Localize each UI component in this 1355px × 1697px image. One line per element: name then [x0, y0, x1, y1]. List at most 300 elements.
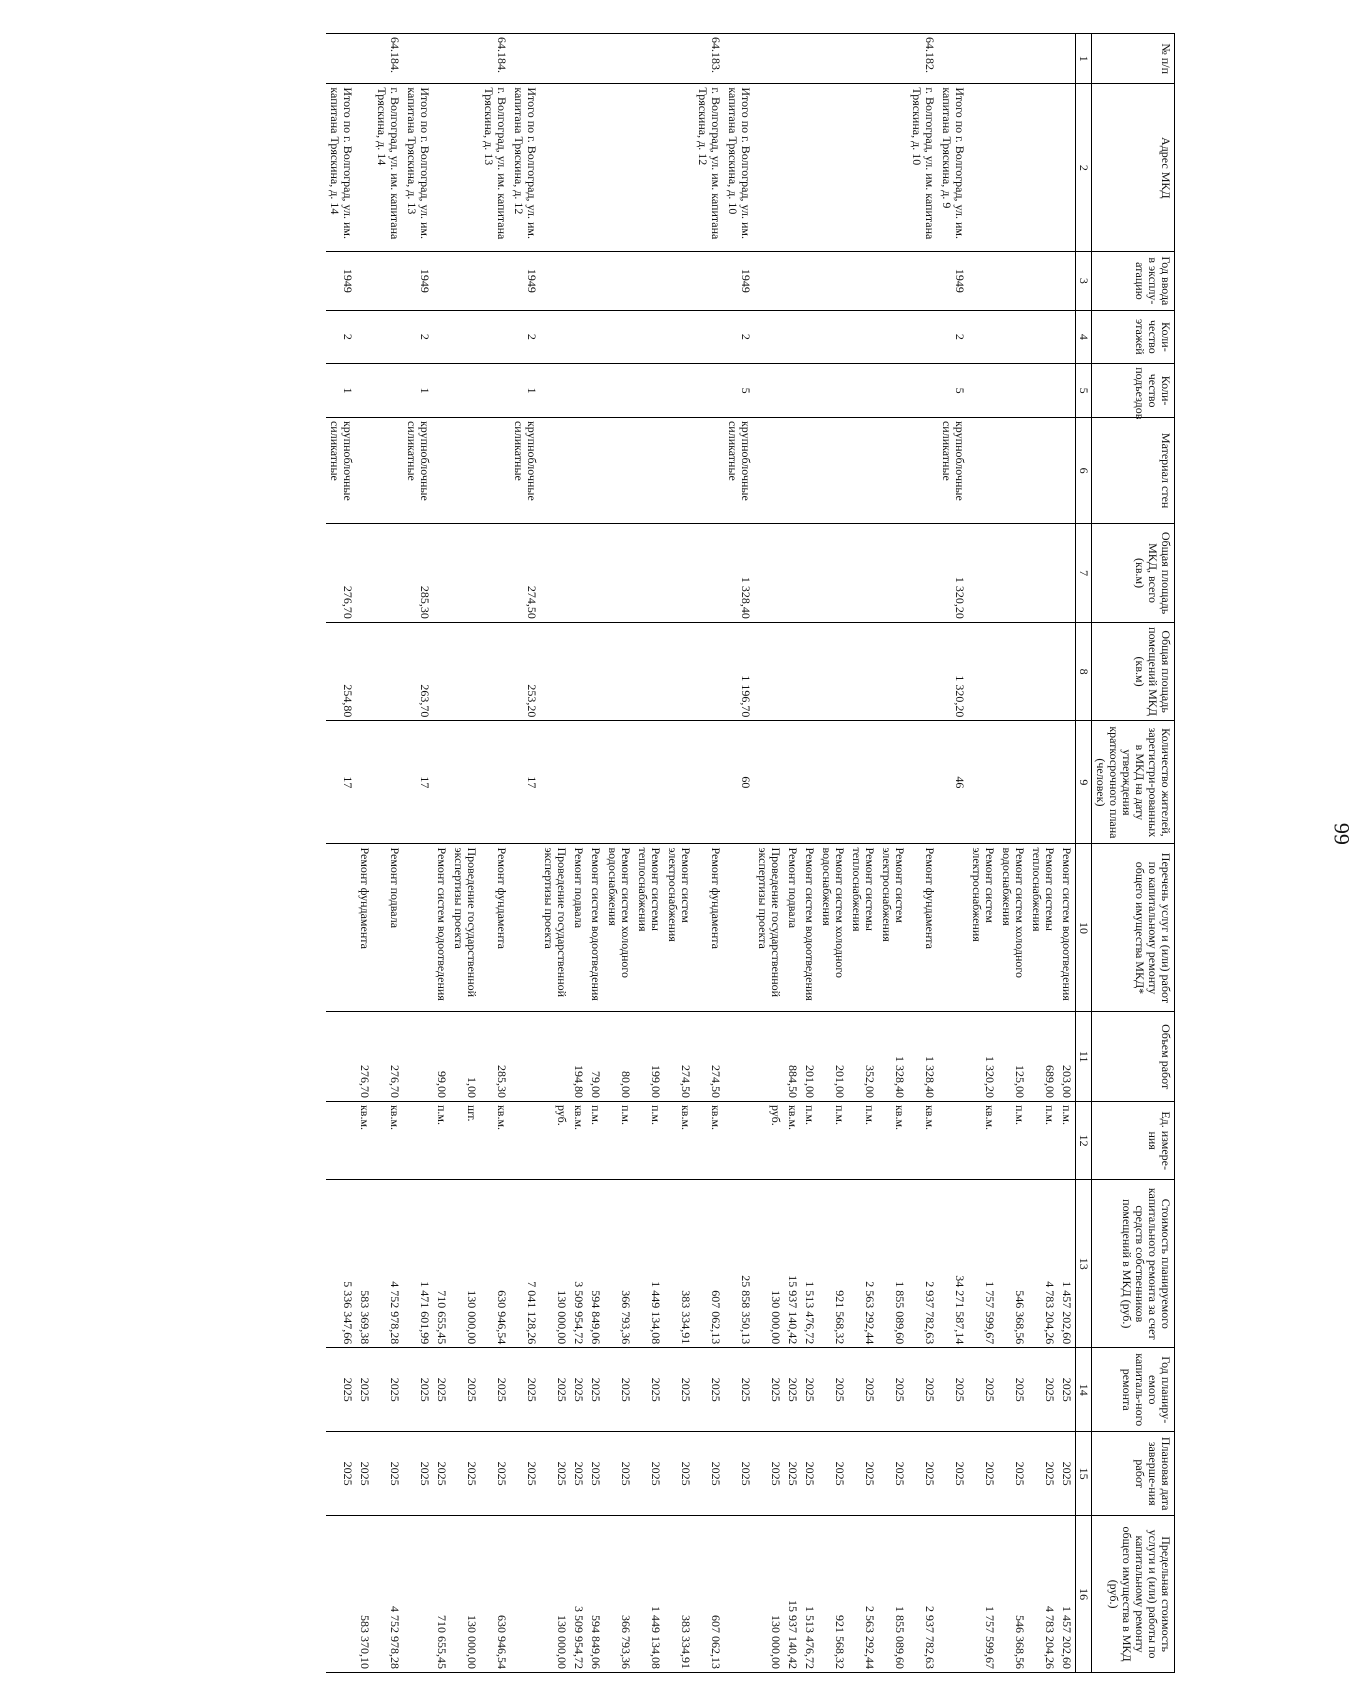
cell-col-9 — [1058, 721, 1076, 844]
table-row — [1028, 34, 1058, 1673]
cell-col-1 — [1028, 34, 1058, 84]
column-header-8: Общая площадь помещений МКД (кв.м) — [1092, 622, 1175, 721]
cell-col-1 — [1058, 34, 1076, 84]
cell-col-11 — [938, 1012, 968, 1102]
cell-col-10: Проведение государственной экспертизы проекта — [540, 844, 570, 1012]
cell-col-11: 1 328,40 — [908, 1012, 938, 1102]
cell-col-4: 2 — [724, 310, 754, 364]
cell-col-5 — [968, 364, 998, 418]
cell-col-15: 2025 — [1028, 1432, 1058, 1516]
table-row — [801, 34, 818, 1673]
cell-col-15: 2025 — [938, 1432, 968, 1516]
cell-col-6 — [450, 417, 480, 523]
cell-col-5 — [1028, 364, 1058, 418]
cell-col-5 — [587, 364, 604, 418]
column-header-12: Ед. измере-ния — [1092, 1101, 1175, 1179]
cell-col-9 — [784, 721, 801, 844]
cell-col-12: кв.м. — [373, 1101, 403, 1179]
table-row — [450, 34, 480, 1673]
cell-col-6 — [1028, 417, 1058, 523]
cell-col-14: 2025 — [433, 1348, 450, 1432]
cell-col-6 — [664, 417, 694, 523]
column-header-4: Коли-чество этажей — [1092, 310, 1175, 364]
cell-col-4 — [784, 310, 801, 364]
column-number-15: 15 — [1076, 1432, 1092, 1516]
cell-col-11: 274,50 — [664, 1012, 694, 1102]
cell-col-6 — [480, 417, 510, 523]
table-row — [570, 34, 587, 1673]
cell-col-7 — [450, 524, 480, 623]
cell-col-1 — [664, 34, 694, 84]
cell-col-7 — [878, 524, 908, 623]
cell-col-15: 2025 — [604, 1432, 634, 1516]
cell-col-15: 2025 — [968, 1432, 998, 1516]
cell-col-1 — [848, 34, 878, 84]
cell-col-1: 64.183. — [694, 34, 724, 84]
cell-col-11: 79,00 — [587, 1012, 604, 1102]
cell-col-5 — [754, 364, 784, 418]
cell-col-12 — [403, 1101, 433, 1179]
cell-col-3 — [754, 252, 784, 310]
cell-col-14: 2025 — [664, 1348, 694, 1432]
cell-col-13: 383 334,91 — [664, 1180, 694, 1348]
cell-col-15: 2025 — [801, 1432, 818, 1516]
cell-col-14: 2025 — [373, 1348, 403, 1432]
rotated-page — [205, 33, 1354, 1673]
cell-col-2: г. Волгоград, ул. им. капитана Тряскина, д. 14 — [373, 84, 403, 252]
cell-col-12 — [510, 1101, 540, 1179]
cell-col-2 — [433, 84, 450, 252]
table-row — [587, 34, 604, 1673]
cell-col-14: 2025 — [908, 1348, 938, 1432]
cell-col-3 — [480, 252, 510, 310]
cell-col-15: 2025 — [450, 1432, 480, 1516]
cell-col-1 — [998, 34, 1028, 84]
cell-col-5: 1 — [326, 364, 356, 418]
cell-col-13: 630 946,54 — [480, 1180, 510, 1348]
cell-col-4: 2 — [326, 310, 356, 364]
cell-col-14: 2025 — [938, 1348, 968, 1432]
cell-col-12: п.м. — [818, 1101, 848, 1179]
cell-col-16: 1 457 202,60 — [1058, 1516, 1076, 1673]
cell-col-9 — [848, 721, 878, 844]
cell-col-4: 2 — [510, 310, 540, 364]
cell-col-5 — [818, 364, 848, 418]
cell-col-9 — [664, 721, 694, 844]
cell-col-8 — [818, 622, 848, 721]
table-row — [754, 34, 784, 1673]
cell-col-15: 2025 — [587, 1432, 604, 1516]
cell-col-9 — [540, 721, 570, 844]
cell-col-3 — [968, 252, 998, 310]
column-number-11: 11 — [1076, 1012, 1092, 1102]
cell-col-10: Ремонт систем водоотведения — [1058, 844, 1076, 1012]
cell-col-3: 1949 — [403, 252, 433, 310]
cell-col-11 — [754, 1012, 784, 1102]
cell-col-9 — [878, 721, 908, 844]
cell-col-7 — [754, 524, 784, 623]
cell-col-4 — [878, 310, 908, 364]
cell-col-15: 2025 — [664, 1432, 694, 1516]
cell-col-16 — [938, 1516, 968, 1673]
cell-col-5 — [634, 364, 664, 418]
total-row — [510, 34, 540, 1673]
cell-col-5: 5 — [938, 364, 968, 418]
cell-col-12: п.м. — [801, 1101, 818, 1179]
cell-col-9 — [604, 721, 634, 844]
cell-col-7: 1 320,20 — [938, 524, 968, 623]
cell-col-5: 5 — [724, 364, 754, 418]
cell-col-2 — [998, 84, 1028, 252]
cell-col-11: 201,00 — [818, 1012, 848, 1102]
cell-col-7 — [433, 524, 450, 623]
cell-col-14: 2025 — [694, 1348, 724, 1432]
cell-col-13: 921 568,32 — [818, 1180, 848, 1348]
cell-col-8 — [450, 622, 480, 721]
cell-col-16: 4 783 204,26 — [1028, 1516, 1058, 1673]
cell-col-10: Ремонт систем водоотведения — [587, 844, 604, 1012]
cell-col-7 — [480, 524, 510, 623]
table-row — [1058, 34, 1076, 1673]
cell-col-8 — [908, 622, 938, 721]
cell-col-9 — [1028, 721, 1058, 844]
cell-col-7 — [968, 524, 998, 623]
cell-col-7 — [908, 524, 938, 623]
column-number-5: 5 — [1076, 364, 1092, 418]
cell-col-4 — [818, 310, 848, 364]
cell-col-10: Ремонт фундамента — [480, 844, 510, 1012]
cell-col-1 — [356, 34, 373, 84]
cell-col-11: 276,70 — [373, 1012, 403, 1102]
cell-col-12: руб. — [540, 1101, 570, 1179]
cell-col-1 — [403, 34, 433, 84]
cell-col-3 — [784, 252, 801, 310]
cell-col-1 — [968, 34, 998, 84]
cell-col-4 — [754, 310, 784, 364]
cell-col-14: 2025 — [801, 1348, 818, 1432]
cell-col-10: Ремонт систем водоотведения — [801, 844, 818, 1012]
cell-col-15: 2025 — [480, 1432, 510, 1516]
cell-col-9 — [433, 721, 450, 844]
column-number-4: 4 — [1076, 310, 1092, 364]
cell-col-9: 17 — [403, 721, 433, 844]
cell-col-16: 630 946,54 — [480, 1516, 510, 1673]
cell-col-11: 884,50 — [784, 1012, 801, 1102]
cell-col-16: 1 449 134,08 — [634, 1516, 664, 1673]
table-row — [373, 34, 403, 1673]
cell-col-10: Ремонт фундамента — [356, 844, 373, 1012]
cell-col-12: кв.м. — [784, 1101, 801, 1179]
cell-col-12 — [938, 1101, 968, 1179]
cell-col-3: 1949 — [326, 252, 356, 310]
cell-col-9: 17 — [326, 721, 356, 844]
cell-col-13: 2 937 782,63 — [908, 1180, 938, 1348]
cell-col-15: 2025 — [403, 1432, 433, 1516]
cell-col-13: 4 783 204,26 — [1028, 1180, 1058, 1348]
cell-col-12: кв.м. — [480, 1101, 510, 1179]
cell-col-14: 2025 — [570, 1348, 587, 1432]
cell-col-16 — [326, 1516, 356, 1673]
cell-col-4 — [1028, 310, 1058, 364]
cell-col-14: 2025 — [326, 1348, 356, 1432]
cell-col-4 — [540, 310, 570, 364]
cell-col-16: 3 509 954,72 — [570, 1516, 587, 1673]
column-number-6: 6 — [1076, 417, 1092, 523]
cell-col-2 — [968, 84, 998, 252]
cell-col-13: 1 471 601,99 — [403, 1180, 433, 1348]
cell-col-15: 2025 — [998, 1432, 1028, 1516]
cell-col-2 — [634, 84, 664, 252]
cell-col-12: руб. — [754, 1101, 784, 1179]
cell-col-5 — [694, 364, 724, 418]
cell-col-15: 2025 — [724, 1432, 754, 1516]
cell-col-3 — [433, 252, 450, 310]
cell-col-16: 2 937 782,63 — [908, 1516, 938, 1673]
cell-col-10: Ремонт систем водоотведения — [433, 844, 450, 1012]
cell-col-9 — [373, 721, 403, 844]
cell-col-13: 25 858 350,13 — [724, 1180, 754, 1348]
cell-col-9: 60 — [724, 721, 754, 844]
cell-col-2: г. Волгоград, ул. им. капитана Тряскина, д. 13 — [480, 84, 510, 252]
cell-col-16: 546 368,56 — [998, 1516, 1028, 1673]
cell-col-13: 1 457 202,60 — [1058, 1180, 1076, 1348]
cell-col-16: 130 000,00 — [450, 1516, 480, 1673]
cell-col-3 — [878, 252, 908, 310]
cell-col-8 — [570, 622, 587, 721]
table-row — [968, 34, 998, 1673]
cell-col-9 — [480, 721, 510, 844]
cell-col-6: крупноблочные силикатные — [724, 417, 754, 523]
cell-col-4 — [480, 310, 510, 364]
cell-col-6 — [754, 417, 784, 523]
cell-col-13: 546 368,56 — [998, 1180, 1028, 1348]
cell-col-1 — [801, 34, 818, 84]
cell-col-15: 2025 — [326, 1432, 356, 1516]
cell-col-7 — [604, 524, 634, 623]
cell-col-2: г. Волгоград, ул. им. капитана Тряскина, д. 12 — [694, 84, 724, 252]
cell-col-11 — [510, 1012, 540, 1102]
cell-col-2 — [540, 84, 570, 252]
cell-col-2 — [587, 84, 604, 252]
cell-col-15: 2025 — [784, 1432, 801, 1516]
cell-col-2 — [450, 84, 480, 252]
cell-col-3 — [998, 252, 1028, 310]
cell-col-2: Итого по г. Волгоград, ул. им. капитана Тряскина, д. 13 — [403, 84, 433, 252]
cell-col-7: 276,70 — [326, 524, 356, 623]
cell-col-10: Ремонт систем электроснабжения — [664, 844, 694, 1012]
cell-col-8 — [373, 622, 403, 721]
cell-col-3 — [694, 252, 724, 310]
cell-col-7 — [801, 524, 818, 623]
cell-col-7 — [1058, 524, 1076, 623]
cell-col-7 — [634, 524, 664, 623]
cell-col-14: 2025 — [604, 1348, 634, 1432]
cell-col-10: Ремонт системы теплоснабжения — [1028, 844, 1058, 1012]
cell-col-1 — [938, 34, 968, 84]
cell-col-2 — [570, 84, 587, 252]
cell-col-4 — [848, 310, 878, 364]
column-number-row — [1076, 34, 1092, 1673]
cell-col-2: Итого по г. Волгоград, ул. им. капитана Тряскина, д. 10 — [724, 84, 754, 252]
cell-col-15: 2025 — [908, 1432, 938, 1516]
column-number-3: 3 — [1076, 252, 1092, 310]
column-number-13: 13 — [1076, 1180, 1092, 1348]
cell-col-2: Итого по г. Волгоград, ул. им. капитана Тряскина, д. 12 — [510, 84, 540, 252]
cell-col-14: 2025 — [587, 1348, 604, 1432]
table-row — [694, 34, 724, 1673]
cell-col-1 — [604, 34, 634, 84]
cell-col-5 — [908, 364, 938, 418]
cell-col-9 — [356, 721, 373, 844]
cell-col-8 — [998, 622, 1028, 721]
header-row — [1092, 34, 1175, 1673]
cell-col-5 — [540, 364, 570, 418]
cell-col-2 — [818, 84, 848, 252]
column-number-2: 2 — [1076, 84, 1092, 252]
cell-col-6 — [373, 417, 403, 523]
cell-col-14: 2025 — [724, 1348, 754, 1432]
cell-col-11 — [326, 1012, 356, 1102]
cell-col-13: 15 937 140,42 — [784, 1180, 801, 1348]
cell-col-3: 1949 — [724, 252, 754, 310]
cell-col-10: Ремонт систем холодного водоснабжения — [818, 844, 848, 1012]
cell-col-5 — [480, 364, 510, 418]
cell-col-4: 2 — [938, 310, 968, 364]
cell-col-3 — [570, 252, 587, 310]
cell-col-12 — [326, 1101, 356, 1179]
column-number-1: 1 — [1076, 34, 1092, 84]
cell-col-13: 130 000,00 — [450, 1180, 480, 1348]
cell-col-2 — [1028, 84, 1058, 252]
column-header-14: Год планиру-емого капиталь-ного ремонта — [1092, 1348, 1175, 1432]
cell-col-3 — [356, 252, 373, 310]
cell-col-13: 1 757 599,67 — [968, 1180, 998, 1348]
cell-col-2 — [664, 84, 694, 252]
cell-col-8 — [664, 622, 694, 721]
cell-col-9: 17 — [510, 721, 540, 844]
cell-col-10: Ремонт подвала — [373, 844, 403, 1012]
cell-col-16: 1 513 476,72 — [801, 1516, 818, 1673]
cell-col-3 — [664, 252, 694, 310]
table-row — [818, 34, 848, 1673]
cell-col-7 — [587, 524, 604, 623]
cell-col-3 — [908, 252, 938, 310]
cell-col-5 — [604, 364, 634, 418]
cell-col-6 — [968, 417, 998, 523]
cell-col-9 — [450, 721, 480, 844]
cell-col-12: кв.м. — [570, 1101, 587, 1179]
cell-col-15: 2025 — [818, 1432, 848, 1516]
cell-col-10: Ремонт систем холодного водоснабжения — [998, 844, 1028, 1012]
page-number: 66 — [1329, 823, 1354, 845]
total-row — [403, 34, 433, 1673]
cell-col-14: 2025 — [1058, 1348, 1076, 1432]
cell-col-2 — [604, 84, 634, 252]
cell-col-2 — [801, 84, 818, 252]
cell-col-11: 689,00 — [1028, 1012, 1058, 1102]
cell-col-12: кв.м. — [694, 1101, 724, 1179]
cell-col-13: 130 000,00 — [754, 1180, 784, 1348]
cell-col-4 — [801, 310, 818, 364]
column-header-2: Адрес МКД — [1092, 84, 1175, 252]
cell-col-12: п.м. — [1028, 1101, 1058, 1179]
repair-plan-table — [326, 33, 1175, 1673]
cell-col-11: 203,00 — [1058, 1012, 1076, 1102]
cell-col-14: 2025 — [878, 1348, 908, 1432]
cell-col-8 — [784, 622, 801, 721]
cell-col-10 — [938, 844, 968, 1012]
cell-col-11: 276,70 — [356, 1012, 373, 1102]
cell-col-11: 285,30 — [480, 1012, 510, 1102]
cell-col-9 — [818, 721, 848, 844]
cell-col-6 — [587, 417, 604, 523]
cell-col-12: кв.м. — [968, 1101, 998, 1179]
cell-col-5 — [848, 364, 878, 418]
cell-col-3 — [1058, 252, 1076, 310]
column-header-7: Общая площадь МКД, всего (кв.м) — [1092, 524, 1175, 623]
cell-col-8: 263,70 — [403, 622, 433, 721]
cell-col-1 — [433, 34, 450, 84]
cell-col-4: 2 — [403, 310, 433, 364]
cell-col-5 — [1058, 364, 1076, 418]
cell-col-1 — [784, 34, 801, 84]
table-row — [878, 34, 908, 1673]
column-number-10: 10 — [1076, 844, 1092, 1012]
cell-col-8 — [604, 622, 634, 721]
cell-col-2 — [356, 84, 373, 252]
cell-col-9 — [694, 721, 724, 844]
cell-col-10: Ремонт фундамента — [694, 844, 724, 1012]
cell-col-3 — [1028, 252, 1058, 310]
cell-col-8 — [480, 622, 510, 721]
column-header-15: Плановая дата заверше-ния работ — [1092, 1432, 1175, 1516]
cell-col-16: 1 855 089,60 — [878, 1516, 908, 1673]
cell-col-16 — [403, 1516, 433, 1673]
cell-col-15: 2025 — [694, 1432, 724, 1516]
cell-col-9 — [634, 721, 664, 844]
cell-col-3 — [848, 252, 878, 310]
cell-col-8: 253,20 — [510, 622, 540, 721]
column-header-10: Перечень услуг и (или) работ по капитальному ремонту общего имущества МКД* — [1092, 844, 1175, 1012]
cell-col-8: 1 196,70 — [724, 622, 754, 721]
column-number-16: 16 — [1076, 1516, 1092, 1673]
cell-col-14: 2025 — [848, 1348, 878, 1432]
cell-col-7 — [848, 524, 878, 623]
column-number-9: 9 — [1076, 721, 1092, 844]
cell-col-7 — [998, 524, 1028, 623]
cell-col-11: 99,00 — [433, 1012, 450, 1102]
cell-col-11: 201,00 — [801, 1012, 818, 1102]
cell-col-14: 2025 — [510, 1348, 540, 1432]
cell-col-7 — [540, 524, 570, 623]
cell-col-7 — [373, 524, 403, 623]
cell-col-10: Ремонт системы теплоснабжения — [634, 844, 664, 1012]
cell-col-6 — [908, 417, 938, 523]
column-number-7: 7 — [1076, 524, 1092, 623]
cell-col-14: 2025 — [634, 1348, 664, 1432]
cell-col-6 — [634, 417, 664, 523]
cell-col-2: г. Волгоград, ул. им. капитана Тряскина, д. 10 — [908, 84, 938, 252]
column-header-1: № п/п — [1092, 34, 1175, 84]
cell-col-13: 366 793,36 — [604, 1180, 634, 1348]
cell-col-13: 594 849,06 — [587, 1180, 604, 1348]
cell-col-13: 130 000,00 — [540, 1180, 570, 1348]
cell-col-5 — [784, 364, 801, 418]
cell-col-15: 2025 — [1058, 1432, 1076, 1516]
cell-col-6 — [848, 417, 878, 523]
cell-col-16: 583 370,10 — [356, 1516, 373, 1673]
cell-col-5 — [664, 364, 694, 418]
